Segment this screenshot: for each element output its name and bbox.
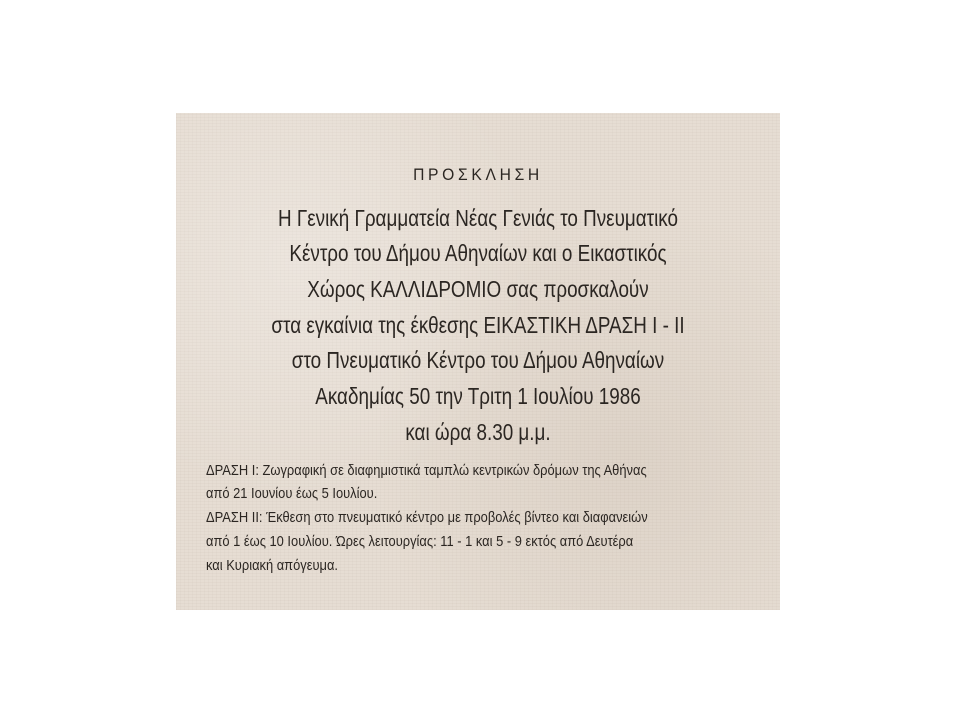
note-line-2: από 21 Ιουνίου έως 5 Ιουλίου. <box>206 485 378 502</box>
invitation-line-6: Ακαδημίας 50 την Τριτη 1 Ιουλίου 1986 <box>315 383 641 409</box>
invitation-title: ΠΡΟΣΚΛΗΣΗ <box>413 165 543 184</box>
invitation-line-3: Χώρος ΚΑΛΛΙΔΡΟΜΙΟ σας προσκαλούν <box>307 276 649 302</box>
invitation-line-7: και ώρα 8.30 μ.μ. <box>405 419 551 445</box>
note-line-3: ΔΡΑΣΗ ΙΙ: Έκθεση στο πνευματικό κέντρο με προβολές βίντεο και διαφανειών <box>206 509 648 526</box>
invitation-line-4: στα εγκαίνια της έκθεσης ΕΙΚΑΣΤΙΚΗ ΔΡΑΣΗ Ι - ΙΙ <box>271 312 685 338</box>
note-line-1: ΔΡΑΣΗ Ι: Ζωγραφική σε διαφημιστικά ταμπλώ κεντρικών δρόμων της Αθήνας <box>206 462 647 479</box>
newspaper-clipping <box>176 113 780 610</box>
invitation-line-2: Κέντρο του Δήμου Αθηναίων και ο Εικαστικός <box>289 240 667 266</box>
note-line-5: και Κυριακή απόγευμα. <box>206 557 338 574</box>
invitation-line-1: Η Γενική Γραμματεία Νέας Γενιάς το Πνευματικό <box>278 205 678 231</box>
invitation-line-5: στο Πνευματικό Κέντρο του Δήμου Αθηναίων <box>291 347 665 373</box>
note-line-4: από 1 έως 10 Ιουλίου. Ώρες λειτουργίας: 11 - 1 και 5 - 9 εκτός από Δευτέρα <box>206 533 634 550</box>
